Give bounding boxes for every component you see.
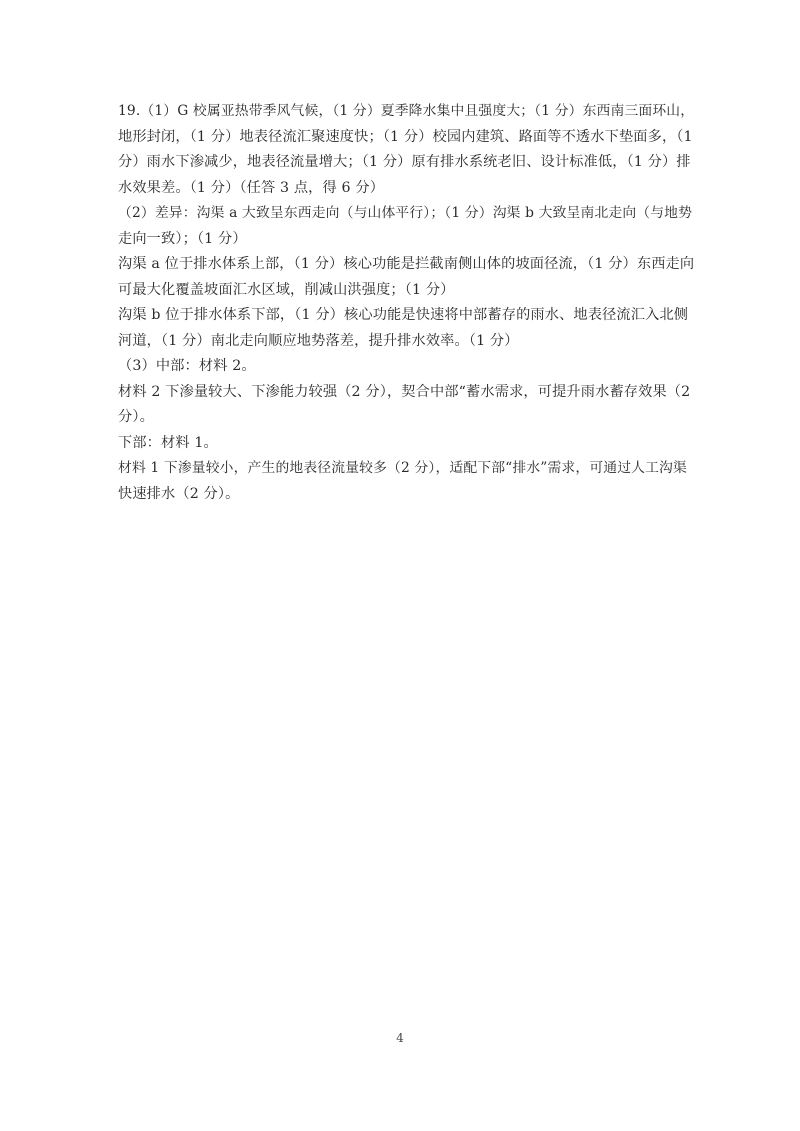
text-line: 水效果差。（1 分）（任答 3 点，得 6 分） (118, 179, 385, 196)
text-line: 快速排水（2 分）。 (118, 485, 240, 502)
text-line: （3）中部：材料 2。 (118, 358, 256, 374)
text-line: 分）。 (118, 409, 154, 425)
text-line: 沟渠 a 位于排水体系上部，（1 分）核心功能是拦截南侧山体的坡面径流，（1 分）东西走向 (118, 256, 694, 272)
text-line: 材料 1 下渗量较小，产生的地表径流量较多（2 分），适配下部“排水”需求，可通过人工沟渠 (118, 460, 687, 476)
text-line: 地形封闭，（1 分）地表径流汇聚速度快；（1 分）校园内建筑、路面等不透水下垫面多，（1 (118, 128, 693, 145)
text-line: 分）雨水下渗减少，地表径流量增大；（1 分）原有排水系统老旧、设计标准低，（1 分）排 (118, 154, 691, 170)
text-line: 下部：材料 1。 (118, 434, 218, 451)
text-line: 河道，（1 分）南北走向顺应地势落差，提升排水效率。（1 分） (118, 332, 519, 349)
text-line: （2）差异：沟渠 a 大致呈东西走向（与山体平行）；（1 分）沟渠 b 大致呈南北走向（与地势 (118, 205, 693, 221)
text-line: 材料 2 下渗量较大、下渗能力较强（2 分），契合中部“蓄水需求，可提升雨水蓄存效果（2 (118, 383, 691, 400)
text-line: 沟渠 b 位于排水体系下部，（1 分）核心功能是快速将中部蓄存的雨水、地表径流汇入北侧 (118, 307, 689, 323)
text-line: 19.（1）G 校属亚热带季风气候，（1 分）夏季降水集中且强度大；（1 分）东西南三面环山， (118, 103, 694, 119)
text-line: 可最大化覆盖坡面汇水区域，削减山洪强度；（1 分） (118, 281, 455, 298)
answer-text-block (118, 99, 694, 507)
text-line: 走向一致）；（1 分） (118, 230, 247, 247)
page-number: 4 (396, 1031, 404, 1045)
